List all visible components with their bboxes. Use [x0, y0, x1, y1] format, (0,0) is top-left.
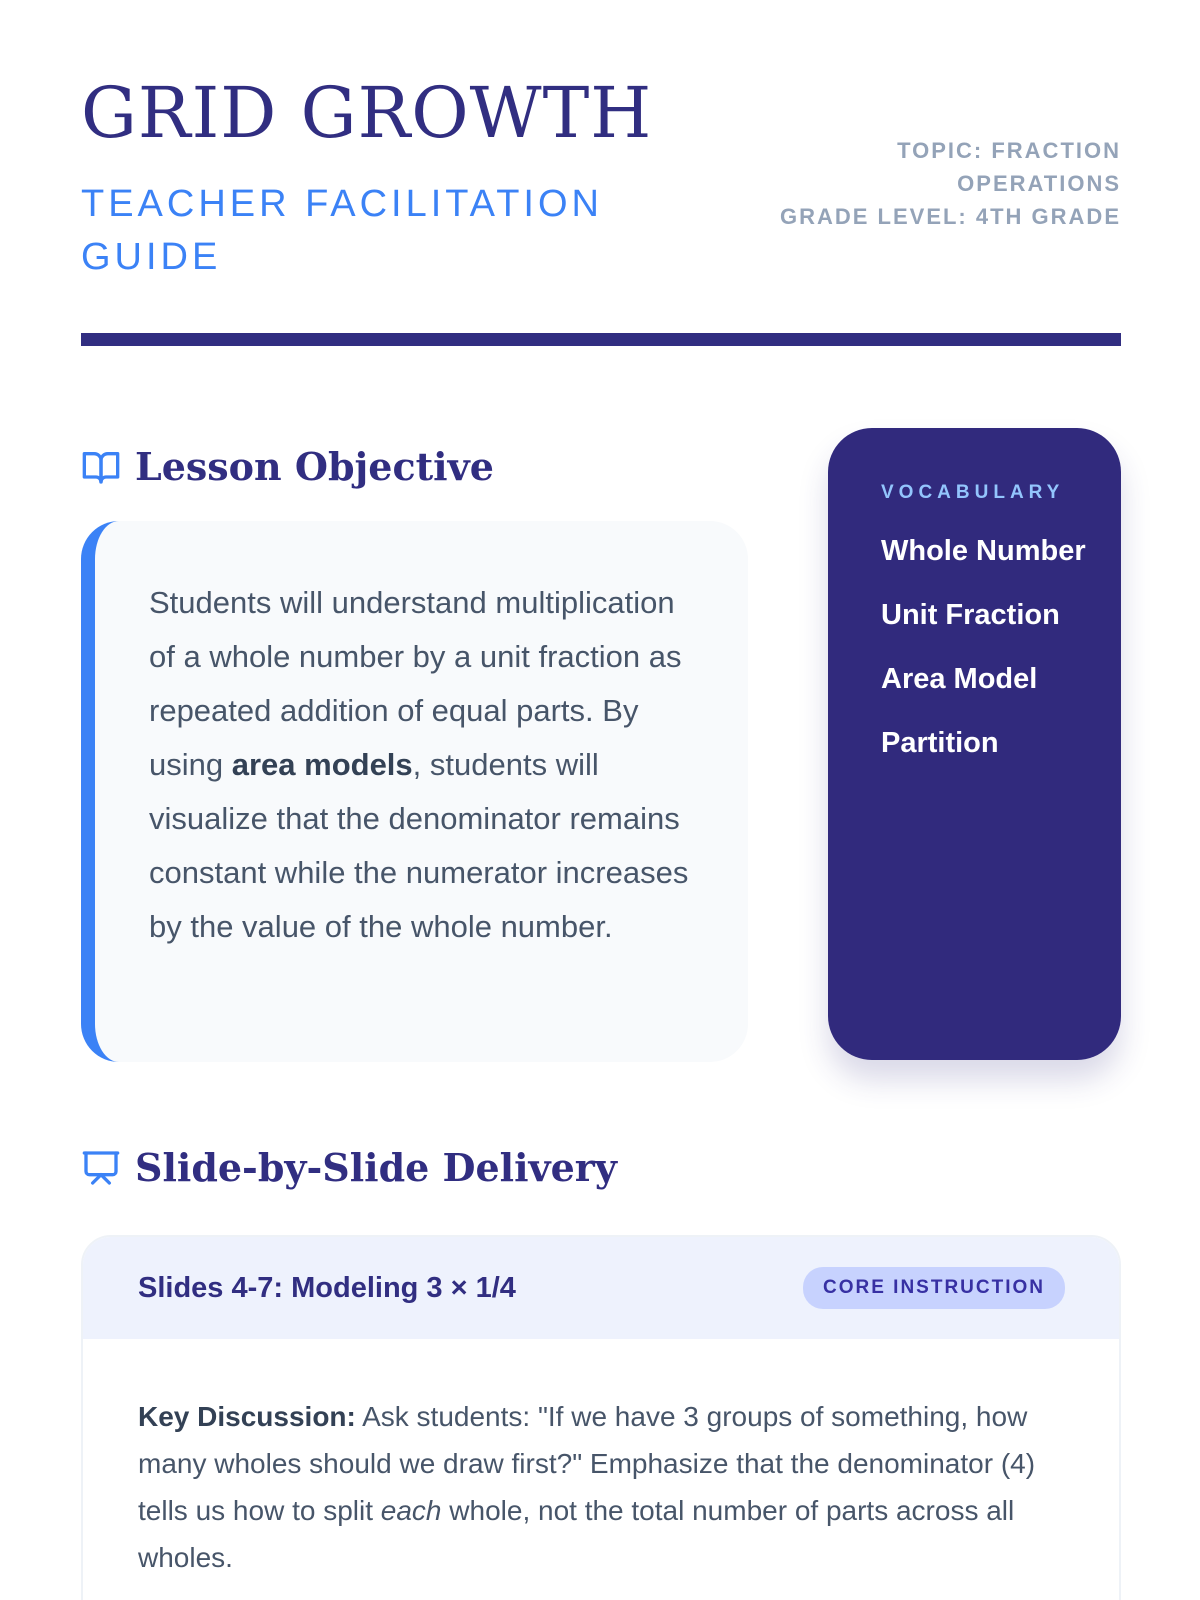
discussion-text-italic: each	[380, 1495, 442, 1526]
topic-label: TOPIC: FRACTION OPERATIONS	[897, 138, 1121, 196]
slide-body	[83, 1339, 1119, 1581]
objective-text-part-2: , students will visualize that the denominator remains constant while the numerator increases by the value of the whole number.	[149, 747, 689, 944]
presentation-icon	[81, 1148, 121, 1188]
vocabulary-list	[881, 534, 1091, 760]
vocab-item: Unit Fraction	[881, 599, 1060, 631]
objective-heading-label: Lesson Objective	[135, 444, 494, 489]
objective-text	[149, 576, 708, 954]
objective-text-part-1: Students will understand multiplication of a whole number by a unit fraction as repeated addition of equal parts. By using	[149, 585, 682, 782]
objective-text-bold: area models	[231, 747, 413, 782]
grade-label: GRADE LEVEL: 4TH GRADE	[779, 204, 1121, 229]
lesson-meta	[761, 134, 1121, 233]
core-instruction-badge: CORE INSTRUCTION	[803, 1267, 1065, 1309]
slide-card-header	[83, 1237, 1119, 1339]
vocab-item: Partition	[881, 727, 999, 759]
discussion-label: Key Discussion:	[138, 1401, 356, 1432]
delivery-heading	[81, 1145, 617, 1190]
objective-card	[81, 521, 748, 1062]
objective-heading	[81, 444, 494, 489]
discussion-text-part-1: Ask students: "If we have 3 groups of something, how many wholes should we draw first?" Emphasize that the denominator (4) tells us how to split	[138, 1401, 1036, 1526]
book-open-icon	[81, 447, 121, 487]
vocabulary-card	[828, 428, 1121, 1060]
vocab-item: Whole Number	[881, 535, 1086, 567]
slide-card	[81, 1235, 1121, 1600]
delivery-heading-label: Slide-by-Slide Delivery	[135, 1145, 617, 1190]
slide-discussion-text	[138, 1393, 1065, 1581]
header-divider	[81, 333, 1121, 346]
page-subtitle: TEACHER FACILITATION GUIDE	[81, 183, 603, 278]
page-header	[81, 70, 1121, 300]
discussion-text-part-2: whole, not the total number of parts across all wholes.	[138, 1495, 1015, 1573]
vocabulary-label: VOCABULARY	[881, 482, 1065, 503]
page-title: GRID GROWTH	[81, 72, 653, 154]
slide-title: Slides 4-7: Modeling 3 × 1/4	[138, 1271, 516, 1304]
vocab-item: Area Model	[881, 663, 1038, 695]
